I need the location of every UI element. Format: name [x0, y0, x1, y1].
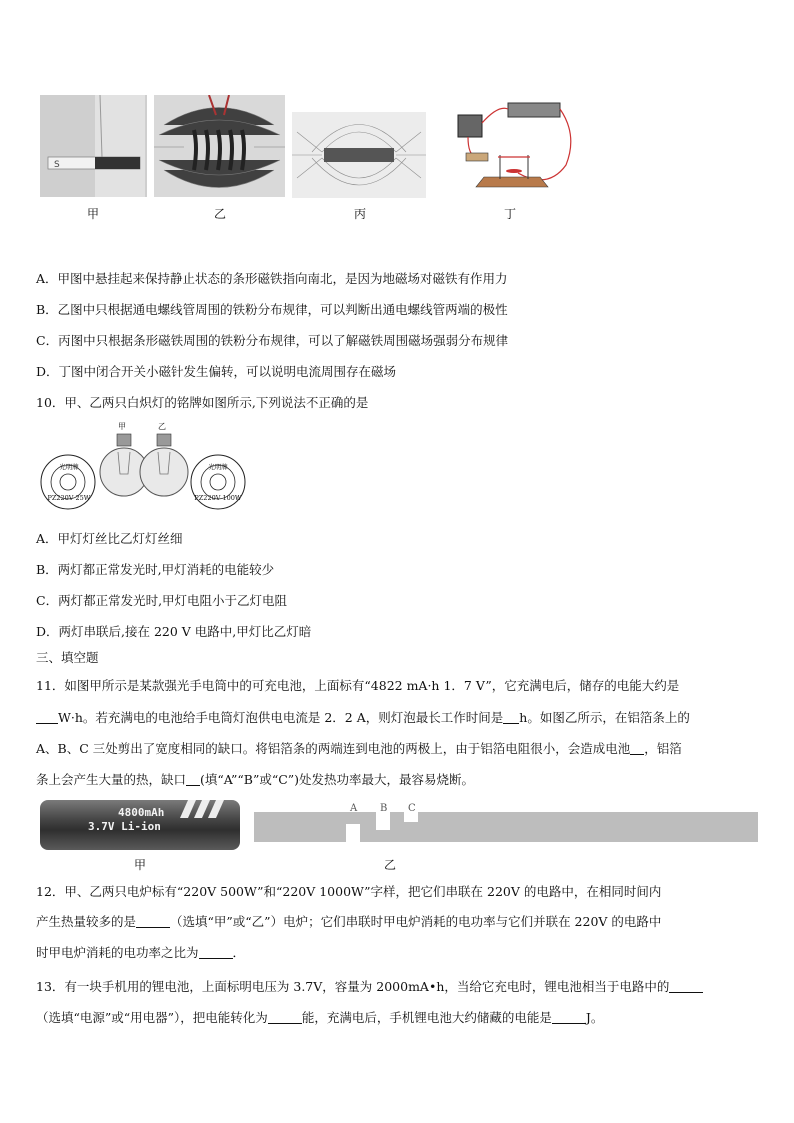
bulb-label-yi: 乙: [158, 422, 166, 431]
q11-line-3: [36, 741, 682, 757]
q12-blank-2[interactable]: [199, 946, 233, 959]
battery-label-voltage: 3.7V Li-ion: [88, 820, 161, 833]
bulb-label-jia: 甲: [118, 422, 126, 431]
q13-line-2-text-a: （选填“电源”或“用电器”），把电能转化为: [36, 1010, 268, 1025]
bar-magnet-filings-illustration: [292, 112, 426, 198]
figure-caption-jia: 甲: [86, 207, 99, 221]
nameplate-brand-left: 光明牌: [59, 463, 79, 471]
q11-caption-yi: 乙: [383, 858, 396, 872]
q10-option-c: C．两灯都正常发光时,甲灯电阻小于乙灯电阻: [36, 593, 288, 608]
q13-line-2: [36, 1010, 603, 1026]
q13-blank-3[interactable]: [552, 1011, 586, 1024]
foil-label-a: A: [350, 803, 358, 814]
q13-line-1-text: 13．有一块手机用的锂电池，上面标明电压为 3.7V，容量为 2000mA•h，当给它充电时，锂电池相当于电路中的: [36, 979, 670, 994]
q13-line-2-text-b: 能，充满电后，手机锂电池大约储藏的电能是: [301, 1010, 552, 1025]
q11-blank-4[interactable]: [186, 773, 200, 786]
foil-notches: [254, 812, 758, 842]
q11-line-3-text-b: ，铝箔: [644, 741, 682, 756]
figure-bing-bar-magnet-filings: [292, 112, 426, 198]
q9-option-c: C．丙图中只根据条形磁铁周围的铁粉分布规律，可以了解磁铁周围磁场强弱分布规律: [36, 333, 509, 348]
nameplate-brand-right: 光明牌: [208, 463, 228, 471]
q9-option-b: B．乙图中只根据通电螺线管周围的铁粉分布规律，可以判断出通电螺线管两端的极性: [36, 302, 508, 317]
q11-line-2: [36, 710, 690, 726]
q13-line-2-text-c: J。: [585, 1010, 604, 1025]
q11-line-1: 11．如图甲所示是某款强光手电筒中的可充电池，上面标有“4822 mA·h 1．7 V”，它充满电后，储存的电能大约是: [36, 678, 680, 693]
q9-option-d: D．丁图中闭合开关小磁针发生偏转，可以说明电流周围存在磁场: [36, 364, 397, 379]
q12-line-2: [36, 914, 661, 930]
q12-line-3-text-b: ．: [232, 945, 246, 960]
q9-option-a: A．甲图中悬挂起来保持静止状态的条形磁铁指向南北，是因为地磁场对磁铁有作用力: [36, 271, 508, 286]
figure-caption-yi: 乙: [213, 207, 226, 221]
q11-line-4: [36, 772, 474, 788]
figure-jia-suspended-magnet: [40, 95, 147, 197]
q11-blank-2[interactable]: [503, 711, 519, 724]
nameplate-rating-right: PZ220V 100W: [194, 494, 242, 502]
q11-line-3-text-a: A、B、C 三处剪出了宽度相同的缺口。将铝箔条的两端连到电池的两极上，由于铝箔电阻很小，会造成电池: [36, 741, 631, 756]
q11-caption-jia: 甲: [133, 858, 146, 872]
q11-line-2-text-b: h。如图乙所示，在铝箔条上的: [519, 710, 690, 725]
figure-yi-solenoid-filings: [154, 95, 285, 197]
suspended-magnet-illustration: [40, 95, 147, 197]
q10-option-a: A．甲灯灯丝比乙灯灯丝细: [36, 531, 183, 546]
q13-line-1: [36, 979, 703, 995]
oersted-circuit-illustration: [448, 95, 578, 197]
q11-blank-3[interactable]: [630, 742, 644, 755]
q13-blank-1[interactable]: [669, 980, 703, 993]
q12-blank-1[interactable]: [136, 915, 170, 928]
svg-text:S: S: [54, 160, 60, 170]
section-title-fill-in: 三、填空题: [36, 650, 99, 665]
figure-ding-oersted-experiment: [448, 95, 578, 197]
q10-stem: 10．甲、乙两只白炽灯的铭牌如图所示,下列说法不正确的是: [36, 395, 369, 410]
q12-line-3: [36, 945, 245, 961]
foil-label-b: B: [380, 803, 388, 814]
q12-line-3-text-a: 时甲电炉消耗的电功率之比为: [36, 945, 199, 960]
q12-line-2-text-b: （选填“甲”或“乙”）电炉；它们串联时甲电炉消耗的电功率与它们并联在 220V 的电路中: [170, 914, 662, 929]
q12-line-1: 12．甲、乙两只电炉标有“220V 500W”和“220V 1000W”字样，把它们串联在 220V 的电路中，在相同时间内: [36, 884, 662, 899]
q10-option-b: B．两灯都正常发光时,甲灯消耗的电能较少: [36, 562, 275, 577]
q11-blank-1[interactable]: [36, 711, 58, 724]
nameplate-rating-left: PZ220V 25W: [47, 494, 91, 502]
q13-blank-2[interactable]: [268, 1011, 302, 1024]
figure-caption-ding: 丁: [503, 207, 516, 221]
q11-line-4-text-a: 条上会产生大量的热，缺口: [36, 772, 187, 787]
battery-label-capacity: 4800mAh: [118, 806, 165, 819]
q10-option-d: D．两灯串联后,接在 220 V 电路中,甲灯比乙灯暗: [36, 624, 312, 639]
figure-foil-strip: [254, 812, 758, 842]
figure-caption-bing: 丙: [353, 207, 366, 221]
q11-line-4-text-b: (填“A”“B”或“C”)处发热功率最大，最容易烧断。: [200, 772, 475, 787]
foil-label-c: C: [408, 803, 416, 814]
q11-line-2-text-a: W·h。若充满电的电池给手电筒灯泡供电电流是 2．2 A，则灯泡最长工作时间是: [58, 710, 504, 725]
solenoid-filings-illustration: [154, 95, 285, 197]
q12-line-2-text-a: 产生热量较多的是: [36, 914, 137, 929]
